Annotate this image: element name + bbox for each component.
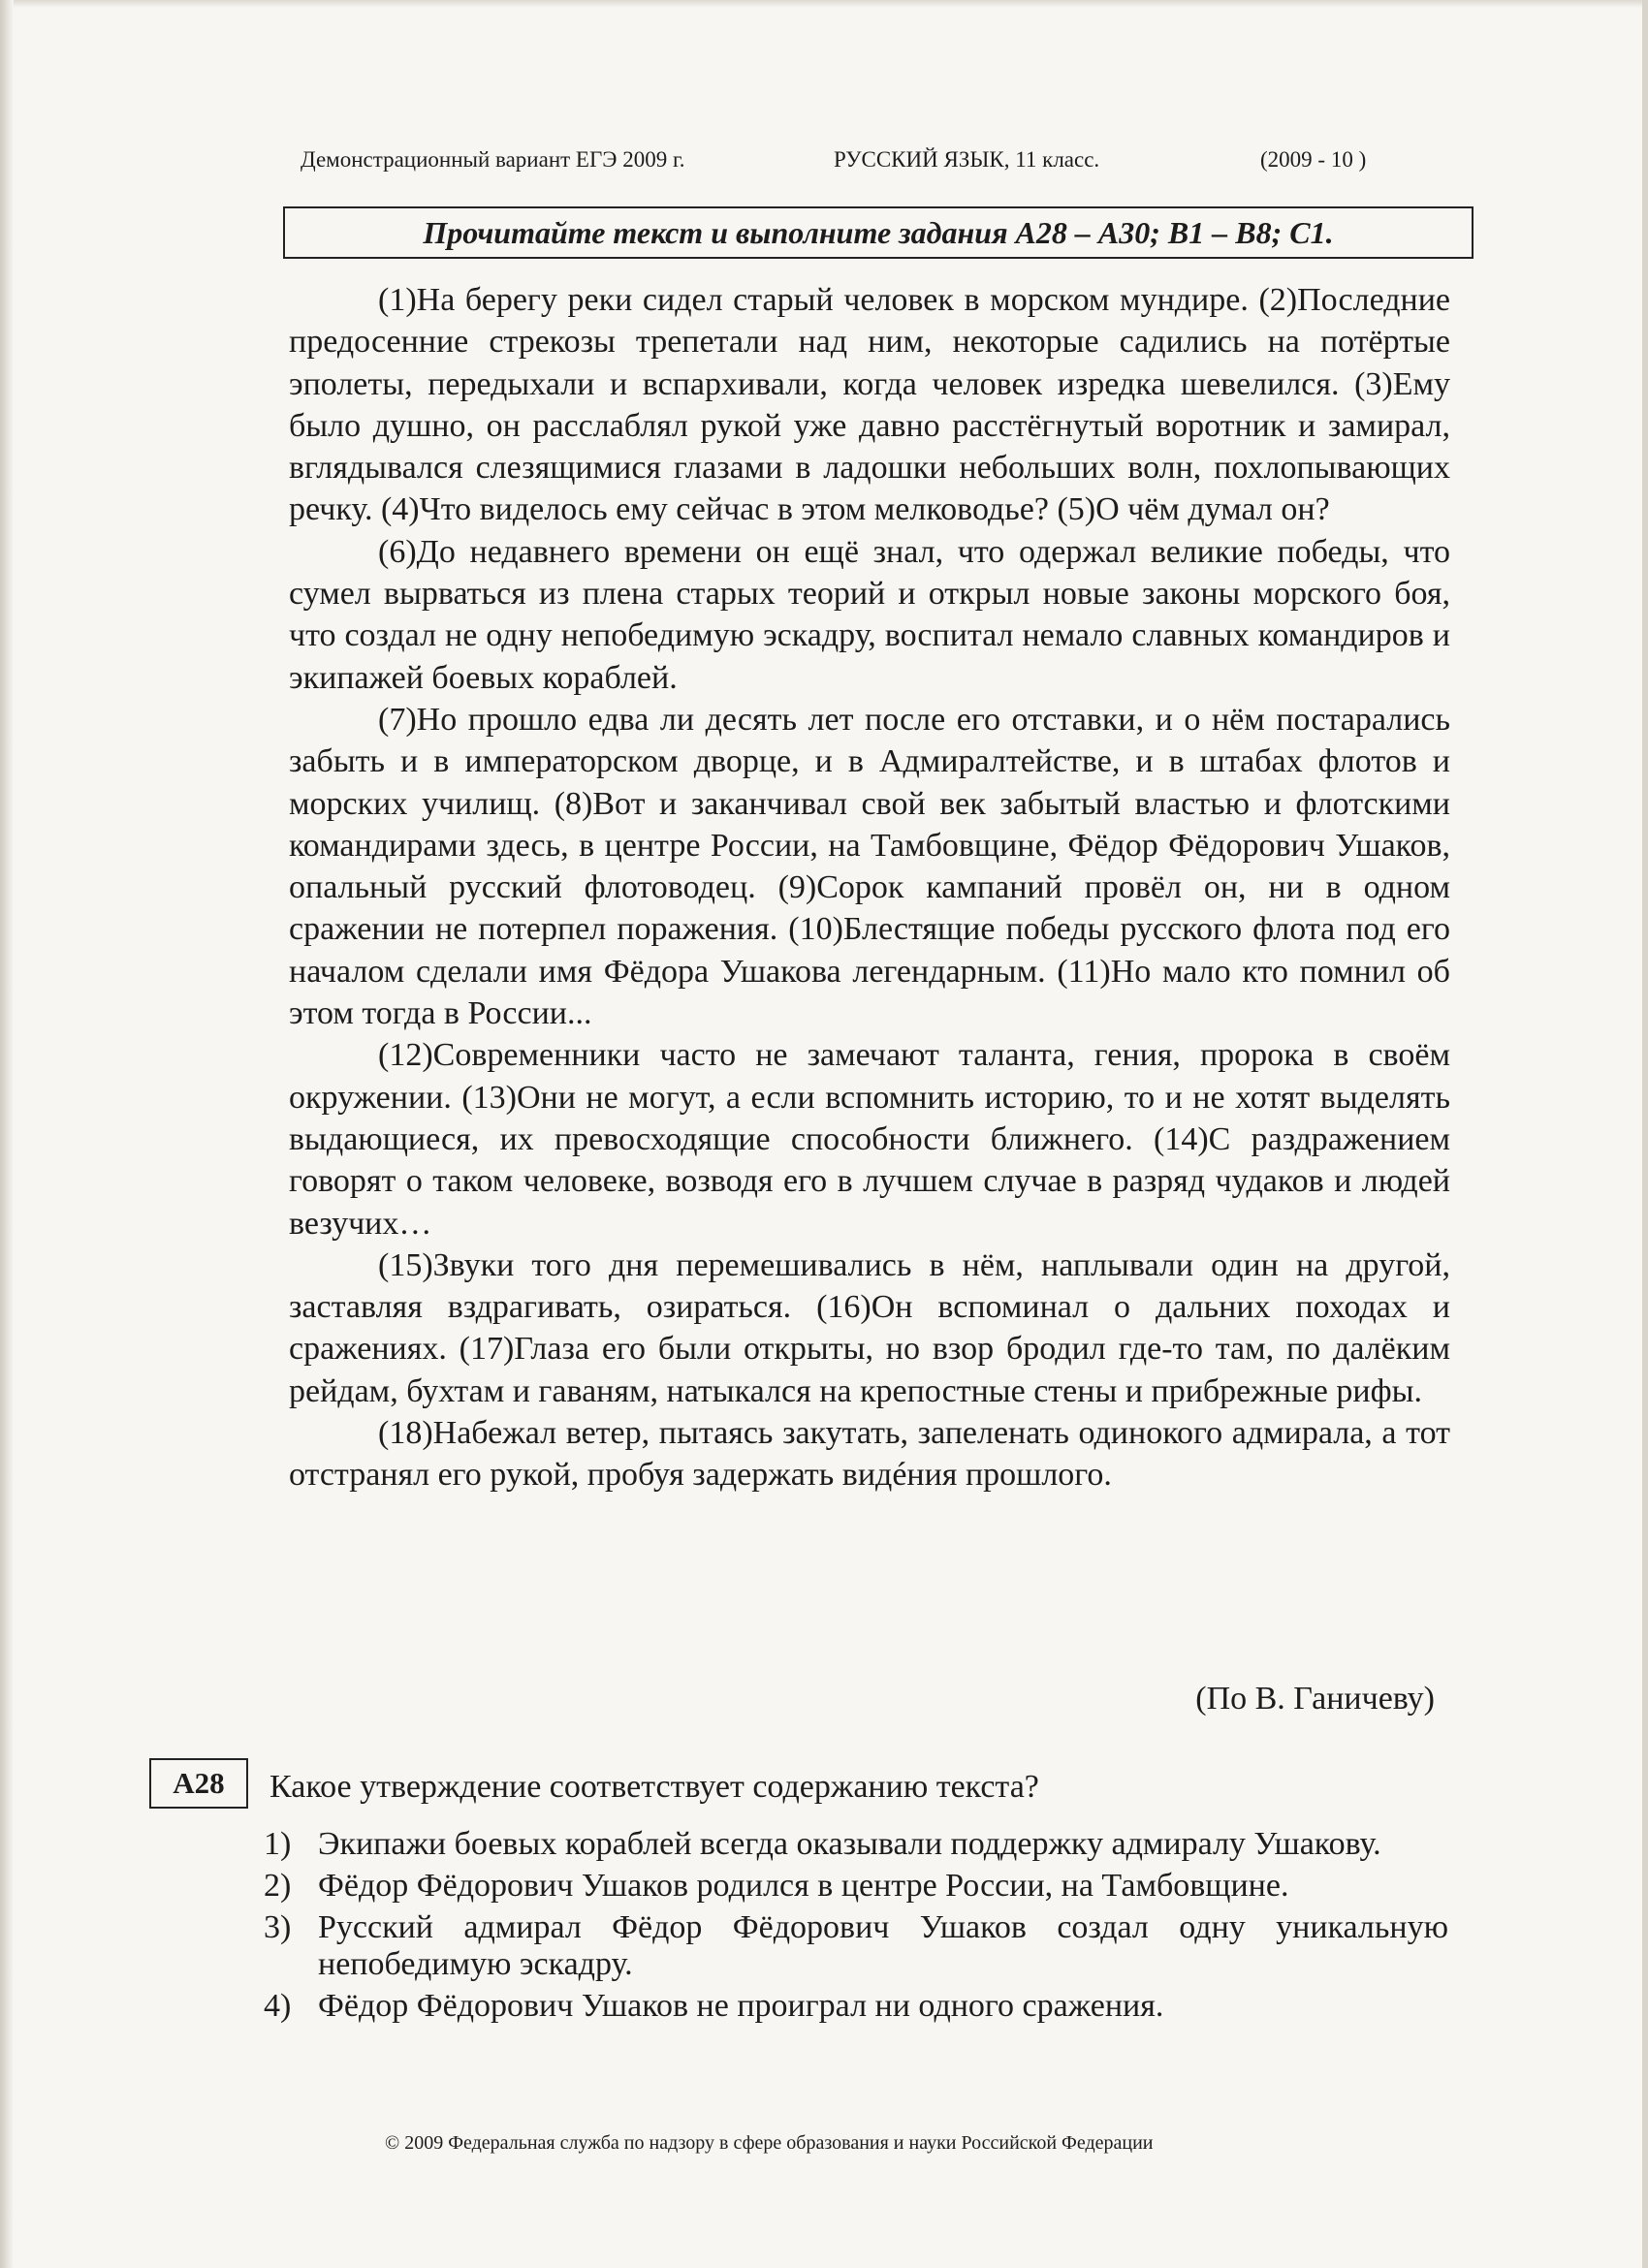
- text-author: (По В. Ганичеву): [1195, 1681, 1435, 1717]
- answer-options: [264, 1826, 1448, 2030]
- option-number: 1): [264, 1826, 292, 1862]
- instruction-box: [283, 206, 1474, 259]
- option-text: Русский адмирал Фёдор Фёдорович Ушаков создал одну уникальную непобедимую эскадру.: [318, 1909, 1448, 1982]
- text-paragraph: (15)Звуки того дня перемешивались в нём, наплывали один на другой, заставляя вздрагивать, озираться. (16)Он вспоминал о дальних походах и сражениях. (17)Глаза его были открыты, но взор бродил где-то там, по далёким рейдам, бухтам и гаваням, натыкался на крепостные стены и прибрежные рифы.: [289, 1246, 1450, 1409]
- text-paragraph: (12)Современники часто не замечают таланта, гения, пророка в своём окружении. (13)Они не могут, а если вспомнить историю, то и не хотят выделять выдающиеся, их превосходящие способности ближнего. (14)С раздражением говорят о таком человеке, возводя его в лучшем случае в разряд чудаков и людей везучих…: [289, 1037, 1450, 1242]
- option-text: Фёдор Фёдорович Ушаков родился в центре России, на Тамбовщине.: [318, 1868, 1289, 1904]
- answer-option[interactable]: [264, 1909, 1448, 1983]
- answer-option[interactable]: [264, 1826, 1448, 1863]
- option-text: Экипажи боевых кораблей всегда оказывали поддержку адмиралу Ушакову.: [318, 1826, 1381, 1862]
- task-question: Какое утверждение соответствует содержанию текста?: [269, 1769, 1039, 1805]
- option-text: Фёдор Фёдорович Ушаков не проиграл ни одного сражения.: [318, 1988, 1164, 2024]
- header-exam-title: Демонстрационный вариант ЕГЭ 2009 г.: [301, 147, 685, 172]
- reading-text: [289, 279, 1450, 1496]
- task-number: А28: [173, 1766, 225, 1800]
- answer-option[interactable]: [264, 1988, 1448, 2025]
- option-number: 2): [264, 1868, 292, 1904]
- scan-edge-left: [0, 0, 14, 2268]
- header-code: (2009 - 10 ): [1260, 147, 1367, 172]
- text-paragraph: (6)До недавнего времени он ещё знал, что одержал великие победы, что сумел вырваться из плена старых теорий и открыл новые законы морского боя, что создал не одну непобедимую эскадру, воспитал немало славных командиров и экипажей боевых кораблей.: [289, 533, 1450, 696]
- header-subject: РУССКИЙ ЯЗЫК, 11 класс.: [834, 147, 1100, 172]
- instruction-text: Прочитайте текст и выполните задания А28 – А30; В1 – В8; С1.: [423, 214, 1334, 250]
- task-number-box: [149, 1758, 248, 1809]
- page-header: [301, 147, 1386, 186]
- text-paragraph: (18)Набежал ветер, пытаясь закутать, запеленать одинокого адмирала, а тот отстранял его рукой, пробуя задержать видéния прошлого.: [289, 1415, 1450, 1494]
- text-paragraph: (7)Но прошло едва ли десять лет после его отставки, и о нём постарались забыть и в императорском дворце, и в Адмиралтействе, и в штабах флотов и морских училищ. (8)Вот и заканчивал свой век забытый властью и флотскими командирами здесь, в центре России, на Тамбовщине, Фёдор Фёдорович Ушаков, опальный русский флотоводец. (9)Сорок кампаний провёл он, ни в одном сражении не потерпел поражения. (10)Блестящие победы русского флота под его началом сделали имя Фёдора Ушакова легендарным. (11)Но мало кто помнил об этом тогда в России...: [289, 701, 1450, 1032]
- text-paragraph: (1)На берегу реки сидел старый человек в морском мундире. (2)Последние предосенние стрекозы трепетали над ним, некоторые садились на потёртые эполеты, передыхали и вспархивали, когда человек изредка шевелился. (3)Ему было душно, он расслаблял рукой уже давно расстёгнутый воротник и замирал, вглядывался слезящимися глазами в ладошки небольших волн, похлопывающих речку. (4)Что виделось ему сейчас в этом мелководье? (5)О чём думал он?: [289, 282, 1450, 528]
- option-number: 4): [264, 1988, 292, 2024]
- answer-option[interactable]: [264, 1868, 1448, 1905]
- option-number: 3): [264, 1909, 292, 1945]
- scan-edge-right: [1642, 0, 1648, 2268]
- scan-edge-top: [0, 0, 1648, 8]
- page-footer: © 2009 Федеральная служба по надзору в сфере образования и науки Российской Федерации: [385, 2132, 1154, 2154]
